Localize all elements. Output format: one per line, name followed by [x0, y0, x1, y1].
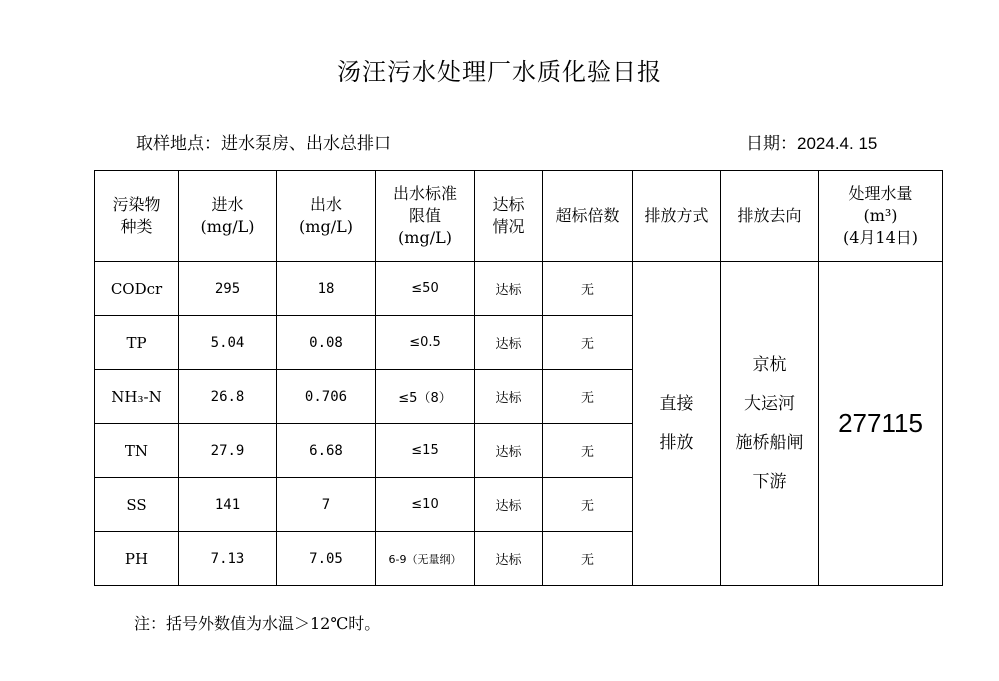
limit-cell: ≤10 — [376, 478, 475, 532]
influent-cell: 7.13 — [179, 532, 277, 586]
header-discharge-method: 排放方式 — [633, 171, 721, 262]
sampling-location — [136, 129, 391, 154]
pollutant-cell: TP — [95, 316, 179, 370]
compliance-cell: 达标 — [475, 478, 543, 532]
header-volume: 处理水量 (m³) (4月14日) — [819, 171, 943, 262]
header-exceed: 超标倍数 — [543, 171, 633, 262]
volume-cell: 277115 — [819, 262, 943, 586]
report-date-value: 2024.4. 15 — [797, 134, 878, 153]
limit-cell: ≤15 — [376, 424, 475, 478]
report-date-label: 日期： — [746, 134, 797, 154]
limit-cell: ≤5（8） — [376, 370, 475, 424]
effluent-cell: 7.05 — [277, 532, 376, 586]
influent-cell: 295 — [179, 262, 277, 316]
discharge-dest-cell: 京杭 大运河 施桥船闸 下游 — [721, 262, 819, 586]
header-compliance: 达标 情况 — [475, 171, 543, 262]
influent-cell: 26.8 — [179, 370, 277, 424]
report-date — [746, 129, 877, 154]
limit-cell: 6-9（无量纲） — [376, 532, 475, 586]
header-row — [95, 171, 943, 262]
sampling-location-label: 取样地点： — [136, 134, 221, 154]
report-title: 汤汪污水处理厂水质化验日报 — [337, 58, 662, 86]
exceed-cell: 无 — [543, 370, 633, 424]
influent-cell: 27.9 — [179, 424, 277, 478]
header-influent: 进水 (mg/L) — [179, 171, 277, 262]
effluent-cell: 0.706 — [277, 370, 376, 424]
compliance-cell: 达标 — [475, 316, 543, 370]
effluent-cell: 7 — [277, 478, 376, 532]
sampling-location-value: 进水泵房、出水总排口 — [221, 134, 391, 154]
influent-cell: 141 — [179, 478, 277, 532]
discharge-method-cell: 直接 排放 — [633, 262, 721, 586]
pollutant-cell: CODcr — [95, 262, 179, 316]
limit-cell: ≤50 — [376, 262, 475, 316]
header-pollutant: 污染物 种类 — [95, 171, 179, 262]
effluent-cell: 6.68 — [277, 424, 376, 478]
pollutant-cell: SS — [95, 478, 179, 532]
exceed-cell: 无 — [543, 316, 633, 370]
water-quality-table — [94, 170, 943, 586]
table-row — [95, 262, 943, 316]
footnote: 注：括号外数值为水温＞12℃时。 — [134, 614, 381, 633]
exceed-cell: 无 — [543, 262, 633, 316]
compliance-cell: 达标 — [475, 262, 543, 316]
effluent-cell: 18 — [277, 262, 376, 316]
header-discharge-dest: 排放去向 — [721, 171, 819, 262]
pollutant-cell: TN — [95, 424, 179, 478]
exceed-cell: 无 — [543, 532, 633, 586]
exceed-cell: 无 — [543, 424, 633, 478]
effluent-cell: 0.08 — [277, 316, 376, 370]
header-limit: 出水标准 限值 (mg/L) — [376, 171, 475, 262]
exceed-cell: 无 — [543, 478, 633, 532]
compliance-cell: 达标 — [475, 424, 543, 478]
influent-cell: 5.04 — [179, 316, 277, 370]
pollutant-cell: NH₃-N — [95, 370, 179, 424]
compliance-cell: 达标 — [475, 370, 543, 424]
compliance-cell: 达标 — [475, 532, 543, 586]
pollutant-cell: PH — [95, 532, 179, 586]
header-effluent: 出水 (mg/L) — [277, 171, 376, 262]
limit-cell: ≤0.5 — [376, 316, 475, 370]
